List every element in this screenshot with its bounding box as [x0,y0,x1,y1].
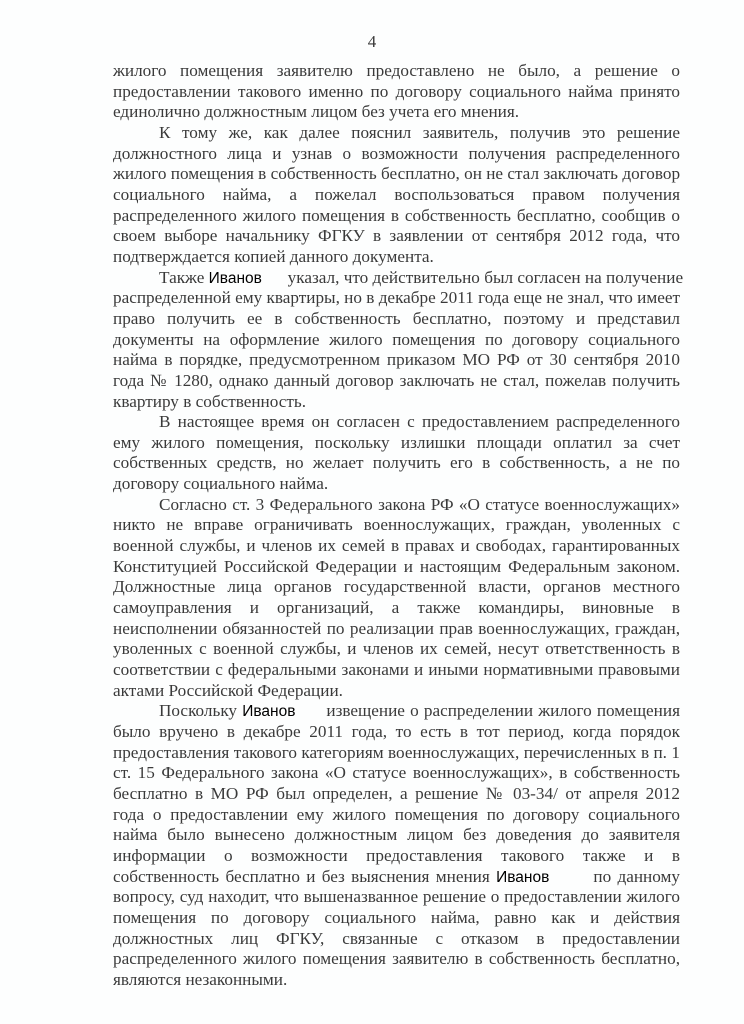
text-line: предоставления такового категориям военнослужащих, перечисленных в п. 1 [113,742,680,762]
text-line: помещения по договору социального найма, равно как и действия [113,907,680,927]
text-line: право получить ее в собственность бесплатно, поэтому и представил [113,308,680,328]
text-line: являются незаконными. [113,969,288,989]
text-line: социального найма, а пожелал воспользоваться правом получения [113,184,680,204]
text-line: Конституцией Российской Федерации и настоящим Федеральным законом. [113,556,680,576]
document-body [113,61,684,991]
paragraph [113,412,680,495]
text-line: ему жилого помещения, поскольку излишки площади оплатил за счет [113,432,680,452]
text-line [113,867,680,888]
paragraph [113,123,680,268]
text-line: ст. 15 Федерального закона «О статусе военнослужащих», в собственность [113,763,680,783]
text-line: договору социального найма. [113,474,329,494]
text-line: года о предоставлении ему жилого помещения по договору социального [113,804,680,824]
text-line: информации о возможности предоставления такового также и в [113,845,680,865]
text-line: должностного лица и узнав о возможности получения распределенного [113,143,680,163]
text-line: самоуправления и организаций, а также командиры, виновные в [113,598,680,618]
text-line: распределенного жилого помещения в собственность бесплатно, сообщив о [113,205,680,225]
text-line [113,267,684,289]
text-line: вопросу, суд находит, что вышеназванное решение о предоставлении жилого [113,887,680,907]
text-line: года № 1280, однако данный договор заключать не стал, пожелав получить [113,370,680,390]
text-line: жилого помещения в собственность бесплатно, он не стал заключать договор [113,164,681,184]
text-line: бесплатно в МО РФ был определен, а решение № 03-34/ от апреля 2012 [113,783,680,803]
redacted-name: Иванов [242,703,296,721]
text-segment: указал, что действительно был согласен на получение [261,267,684,287]
text-line: распределенной ему квартиры, но в декабре 2011 года еще не знал, что имеет [113,288,680,308]
paragraph [113,701,680,990]
text-line: собственных средств, но желает получить его в собственность, а не по [113,453,680,473]
text-line: документы на оформление жилого помещения по договору социального [113,329,680,349]
text-line: неисполнении обязанностей по реализации прав военнослужащих, граждан, [113,618,680,638]
text-line: Согласно ст. 3 Федерального закона РФ «О статусе военнослужащих» [159,494,680,514]
text-line: соответствии с федеральными законами и иными нормативными правовыми [113,660,680,680]
text-line: подтверждается копией данного документа. [113,246,434,266]
text-line: найма в порядке, предусмотренном приказом МО РФ от 30 сентября 2010 [113,350,680,370]
redacted-name: Иванов [208,269,262,287]
text-segment: Поскольку [159,701,243,721]
text-segment: собственность бесплатно и без выяснения мнения [113,866,497,886]
text-line: своем выборе начальнику ФГКУ в заявлении от сентября 2012 года, что [113,226,680,246]
text-line: военной службы, и членов их семей в правах и свободах, гарантированных [113,536,680,556]
paragraph [113,267,684,413]
text-line: предоставлении такового именно по договору социального найма принято [113,81,680,101]
text-line: жилого помещения заявителю предоставлено не было, а решение о [113,61,680,80]
text-line: распределенного жилого помещения заявителю в собственность бесплатно, [113,949,680,969]
text-line: К тому же, как далее пояснил заявитель, получив это решение [159,122,680,142]
text-segment: Также [159,267,209,287]
text-segment: извещение о распределении жилого помещения [295,701,680,721]
text-segment: по данному [549,866,680,886]
text-line [113,701,680,722]
page-number: 4 [367,32,377,51]
redacted-name: Иванов [496,868,550,886]
paragraph [113,495,680,702]
text-line: Должностные лица органов государственной власти, органов местного [113,577,680,597]
text-line: найма было вынесено должностным лицом без доведения до заявителя [113,825,680,845]
text-line: единолично должностным лицом без учета его мнения. [113,102,520,122]
text-line: должностных лиц ФГКУ, связанные с отказом в предоставлении [113,928,680,948]
text-line: уволенных с военной службы, и членов их семей, несут ответственность в [113,639,680,659]
text-line: В настоящее время он согласен с предоставлением распределенного [159,412,680,432]
text-line: было вручено в декабре 2011 года, то есть в тот период, когда порядок [113,722,680,741]
text-line: квартиру в собственность. [113,391,307,411]
paragraph [113,61,680,123]
text-line: актами Российской Федерации. [113,680,343,700]
text-line: никто не вправе ограничивать военнослужащих, граждан, уволенных с [113,515,680,535]
